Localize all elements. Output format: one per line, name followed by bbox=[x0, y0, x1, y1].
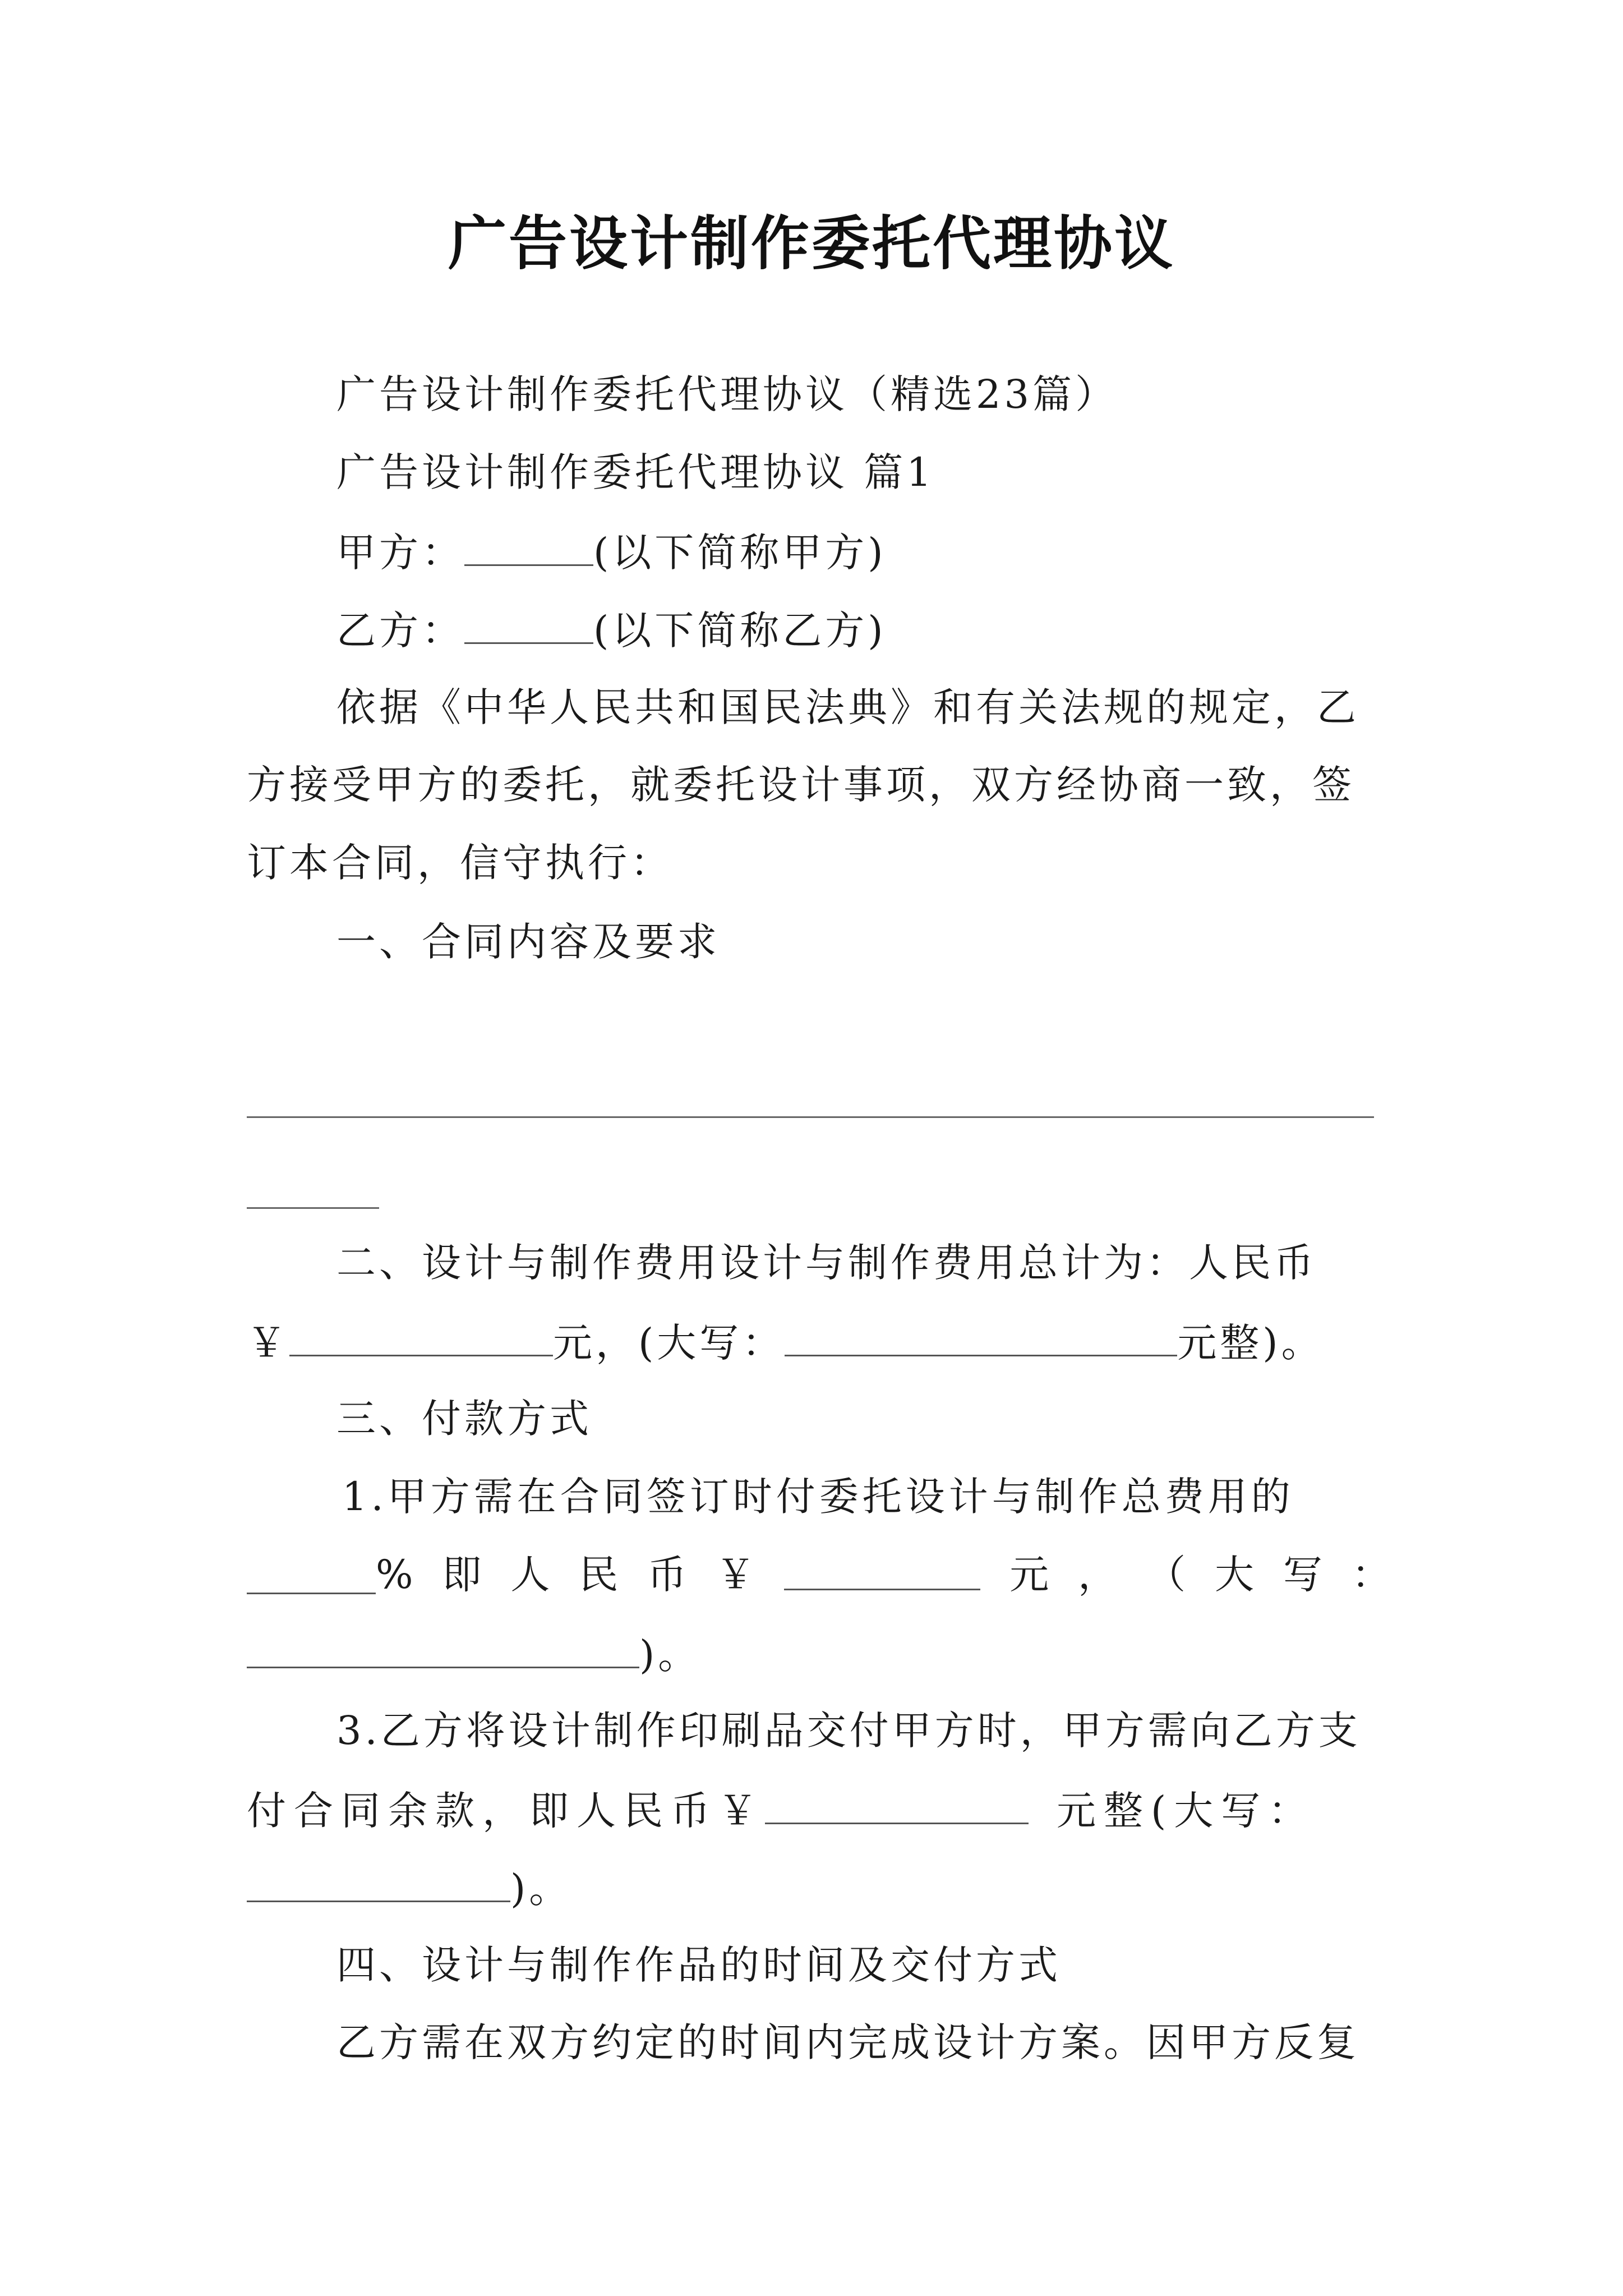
payment-1-char: ： bbox=[1351, 1552, 1391, 1598]
party-a-blank bbox=[464, 531, 593, 566]
paragraph-4-line-1: 乙方需在双方约定的时间内完成设计方案。因甲方反复 bbox=[336, 2019, 1359, 2065]
payment-1-char: 即 bbox=[442, 1552, 482, 1598]
payment-1-char: 写 bbox=[1283, 1552, 1322, 1598]
payment-3-line-2 bbox=[247, 1788, 1316, 1834]
paragraph-1-line-1: 依据《中华人民共和国民法典》和有关法规的规定，乙 bbox=[336, 684, 1359, 730]
payment-1-char: 大 bbox=[1215, 1552, 1255, 1598]
payment-1-char: ， bbox=[1078, 1552, 1118, 1598]
content-blank-line-2 bbox=[247, 1207, 379, 1209]
party-b-label: 乙方： bbox=[336, 608, 464, 654]
payment-3-uppercase-blank bbox=[247, 1867, 510, 1902]
heading-4: 四、设计与制作作品的时间及交付方式 bbox=[336, 1942, 1061, 1988]
payment-3-text: 付合同余款，即人民币￥ bbox=[247, 1788, 765, 1834]
percent-sign: % bbox=[376, 1552, 413, 1598]
party-a-suffix: (以下简称甲方) bbox=[593, 530, 887, 576]
payment-1-amount-blank bbox=[784, 1555, 980, 1590]
party-b-blank bbox=[464, 609, 593, 644]
party-b-suffix: (以下简称乙方) bbox=[593, 608, 887, 654]
yuan-symbol: ￥ bbox=[247, 1320, 289, 1366]
payment-3-uppercase-label: 元整(大写： bbox=[1057, 1788, 1316, 1834]
payment-1-line-2 bbox=[247, 1552, 1391, 1598]
party-a-label: 甲方： bbox=[336, 530, 464, 576]
payment-1-char: 币 bbox=[647, 1552, 687, 1598]
party-a-line bbox=[336, 530, 887, 576]
fee-uppercase-label: 元，(大写： bbox=[553, 1320, 785, 1366]
fee-amount-blank bbox=[289, 1321, 553, 1356]
payment-1-suffix: )。 bbox=[639, 1632, 701, 1678]
payment-1-line-1: 1.甲方需在合同签订时付委托设计与制作总费用的 bbox=[342, 1474, 1294, 1520]
payment-3-line-1: 3.乙方将设计制作印刷品交付甲方时，甲方需向乙方支 bbox=[336, 1708, 1361, 1754]
section-heading: 广告设计制作委托代理协议 篇1 bbox=[336, 449, 935, 495]
heading-1: 一、合同内容及要求 bbox=[336, 919, 720, 965]
subtitle: 广告设计制作委托代理协议（精选23篇） bbox=[336, 371, 1118, 417]
payment-3-suffix: )。 bbox=[510, 1866, 572, 1912]
heading-2-line-2 bbox=[247, 1320, 1324, 1366]
payment-1-char: 元 bbox=[1009, 1552, 1049, 1598]
heading-3: 三、付款方式 bbox=[336, 1396, 592, 1442]
document-title: 广告设计制作委托代理协议 bbox=[448, 209, 1175, 278]
content-blank-line-1 bbox=[247, 1116, 1374, 1118]
payment-1-uppercase-blank bbox=[247, 1633, 639, 1668]
percent-blank bbox=[247, 1559, 376, 1594]
payment-1-char: （ bbox=[1146, 1552, 1186, 1598]
party-b-line bbox=[336, 608, 887, 654]
payment-1-char: 人 bbox=[510, 1552, 550, 1598]
heading-2-line-1: 二、设计与制作费用设计与制作费用总计为：人民币 bbox=[336, 1240, 1317, 1286]
payment-3-line-3 bbox=[247, 1866, 572, 1912]
paragraph-1-line-3: 订本合同，信守执行： bbox=[247, 840, 673, 886]
paragraph-1-line-2: 方接受甲方的委托，就委托设计事项，双方经协商一致，签 bbox=[247, 762, 1355, 808]
percent-group bbox=[247, 1552, 413, 1598]
payment-3-amount-blank bbox=[765, 1789, 1029, 1824]
payment-1-line-3 bbox=[247, 1632, 701, 1678]
fee-suffix: 元整)。 bbox=[1177, 1320, 1324, 1366]
payment-1-char: 民 bbox=[579, 1552, 619, 1598]
yuan-symbol: ￥ bbox=[716, 1552, 755, 1598]
fee-uppercase-blank bbox=[785, 1321, 1177, 1356]
